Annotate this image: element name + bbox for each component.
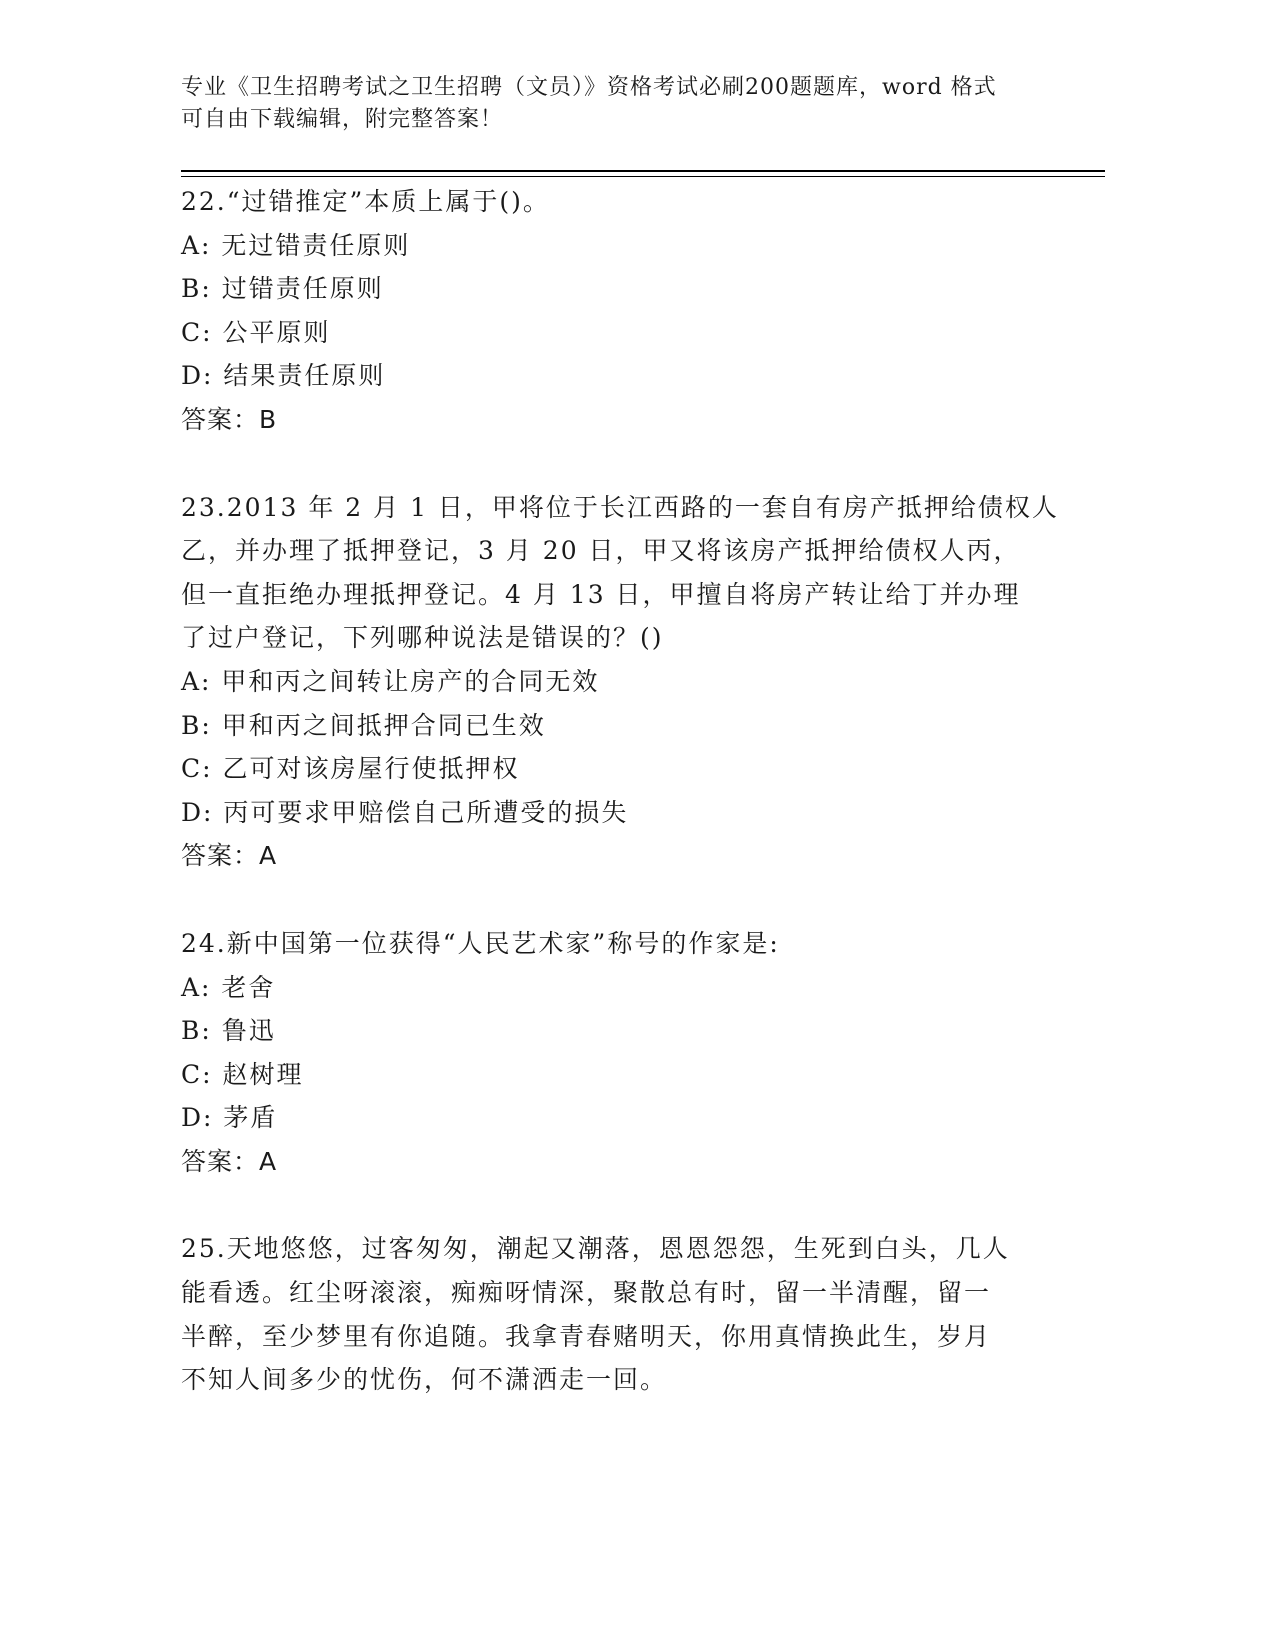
document-header <box>181 72 1061 136</box>
header-divider-thick <box>181 170 1105 172</box>
answer-label: 答案：A <box>181 1146 278 1176</box>
question-stem <box>181 486 1061 660</box>
option-a: A: 甲和丙之间转让房产的合同无效 <box>181 666 600 696</box>
header-divider-thin <box>181 176 1105 177</box>
option-b: B: 鲁迅 <box>181 1016 276 1046</box>
question-24 <box>181 922 1061 1184</box>
stem-line: 了过户登记，下列哪种说法是错误的？() <box>181 623 664 653</box>
question-stem <box>181 180 1061 224</box>
stem-line: 但一直拒绝办理抵押登记。4 月 13 日，甲擅自将房产转让给丁并办理 <box>181 579 1021 609</box>
stem-line: 乙，并办理了抵押登记，3 月 20 日，甲又将该房产抵押给债权人丙， <box>181 536 1021 566</box>
stem-line: 不知人间多少的忧伤，何不潇洒走一回。 <box>181 1365 668 1395</box>
option-d: D: 丙可要求甲赔偿自己所遭受的损失 <box>181 797 629 827</box>
stem-line: 半醉，至少梦里有你追随。我拿青春赌明天，你用真情换此生，岁月 <box>181 1321 992 1351</box>
option-c: C: 公平原则 <box>181 317 331 347</box>
question-stem <box>181 922 1061 966</box>
option-d: D: 茅盾 <box>181 1103 278 1133</box>
header-line-2: 可自由下载编辑，附完整答案！ <box>181 107 504 132</box>
option-c: C: 赵树理 <box>181 1059 304 1089</box>
stem-line: 22.“过错推定”本质上属于()。 <box>181 187 550 216</box>
question-spacer <box>181 1183 1061 1227</box>
question-spacer <box>181 878 1061 922</box>
option-d: D: 结果责任原则 <box>181 361 386 391</box>
stem-line: 25.天地悠悠，过客匆匆，潮起又潮落，恩恩怨怨，生死到白头，几人 <box>181 1234 1010 1264</box>
question-stem <box>181 1227 1061 1401</box>
stem-line: 23.2013 年 2 月 1 日，甲将位于长江西路的一套自有房产抵押给债权人 <box>181 492 1059 522</box>
option-a: A: 老舍 <box>181 972 276 1002</box>
question-spacer <box>181 442 1061 486</box>
stem-line: 24.新中国第一位获得“人民艺术家”称号的作家是: <box>181 928 780 958</box>
option-c: C: 乙可对该房屋行使抵押权 <box>181 754 520 784</box>
question-list <box>181 180 1061 1402</box>
header-line-1: 专业《卫生招聘考试之卫生招聘（文员）》资格考试必刷200题题库，word 格式 <box>181 75 997 100</box>
answer-label: 答案：A <box>181 841 278 871</box>
question-23 <box>181 486 1061 878</box>
answer-label: 答案：B <box>181 404 278 434</box>
option-a: A: 无过错责任原则 <box>181 230 411 260</box>
question-25 <box>181 1227 1061 1401</box>
stem-line: 能看透。红尘呀滚滚，痴痴呀情深，聚散总有时，留一半清醒，留一 <box>181 1278 992 1308</box>
question-22 <box>181 180 1061 442</box>
option-b: B: 甲和丙之间抵押合同已生效 <box>181 710 546 740</box>
option-b: B: 过错责任原则 <box>181 274 384 304</box>
